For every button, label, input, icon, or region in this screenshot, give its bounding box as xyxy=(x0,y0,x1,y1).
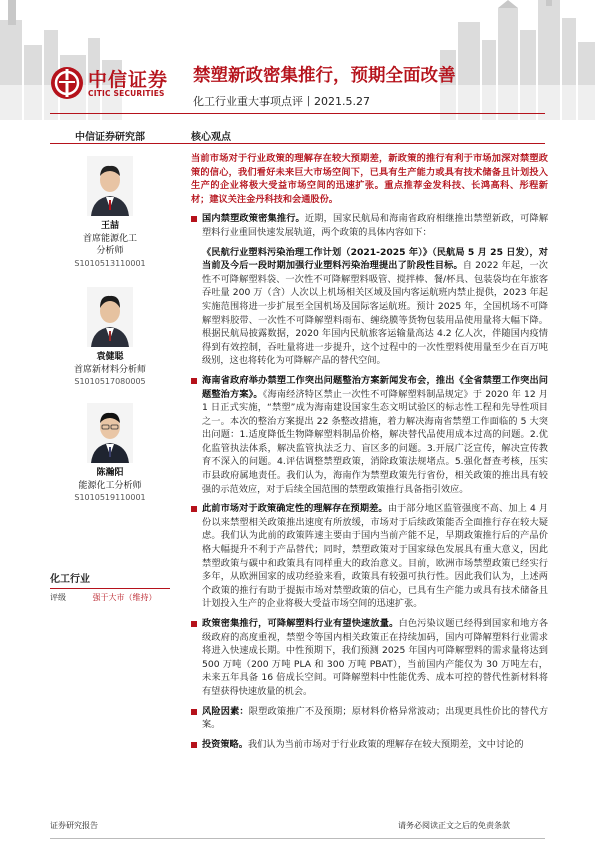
paragraph-text: 白色污染议题已经得到国家和地方各级政府的高度重视，禁塑令等国内相关政策正在持续加码，国内可降解塑料行业需求将进入快速成长期。中性预期下，我们预测 2025 年国内可降解塑料的需求量将达到 500 万吨（200 万吨 PLA 和 300 万吨 PBAT），当前国内产能仅为 30 万吨左右，未来五年具备 16 倍成长空间。可降解塑料中性能优秀、成本可控的替代性新材料将有望获得快速放量的机会。 xyxy=(202,618,549,697)
citic-logo-icon xyxy=(50,66,84,100)
report-body xyxy=(191,152,548,757)
paragraph-lead: 海南省政府举办禁塑工作突出问题整治方案新闻发布会，推出《全省禁塑工作突出问题整治方案》。 xyxy=(202,374,548,400)
analyst-role: 分析师 xyxy=(96,246,124,256)
citic-logo xyxy=(50,63,185,103)
core-view-heading: 核心观点 xyxy=(191,132,231,143)
industry-heading: 化工行业 xyxy=(50,570,170,589)
paragraph-text: 近期，国家民航局和海南省政府相继推出禁塑新政，可降解塑料行业重回快速发展轨道，两个政策的具体内容如下： xyxy=(202,213,549,238)
analyst-name: 陈瀚阳 xyxy=(96,468,124,478)
analyst-photo-avatar xyxy=(87,156,133,216)
analyst-license: S1010517080005 xyxy=(74,377,146,386)
footer-disclaimer: 请务必阅读正文之后的免责条款 xyxy=(398,821,510,830)
rating-label: 评级 xyxy=(50,593,66,602)
paragraph-text: 由于部分地区监管强度不高、加上 4 月份以来禁塑相关政策推出速度有所放缓，市场对于后续政策能否全面推行存在较大疑虑。我们认为此前的政策阵速主要由于国内当前产能不足，早期政策推行后的产品价格大幅提升不利于产品替代；同时，禁塑政策对于国家绿色发展具有重大意义，因此禁塑政策与碳中和政策具有同样重大的政治意义。目前，欧洲市场禁塑政策已经实行多年，从欧洲国家的成功经验来看，政策具有较强可执行性。因此我们认为，上述两个政策的推行有助于提振市场对禁塑政策的信心，已具有生产能力或具有技术储备且计划投入生产的企业将极大受益市场空间的迅速扩张。 xyxy=(202,503,549,610)
analyst-license: S1010513110001 xyxy=(74,258,146,268)
footer-report-type: 证券研究报告 xyxy=(50,821,98,830)
rating-value: 强于大市（维持） xyxy=(92,593,157,602)
analyst-name: 王喆 xyxy=(100,221,119,231)
paragraph-lead: 投资策略。 xyxy=(202,738,248,750)
report-title: 禁塑新政密集推行，预期全面改善 xyxy=(193,66,456,86)
industry-rating xyxy=(50,592,170,603)
analyst-role: 首席能源化工 xyxy=(82,233,137,244)
paragraph-lead: 《民航行业塑料污染治理工作计划（2021-2025 年）》（民航局 5 月 25 日发），对当前及今后一段时期加强行业塑料污染治理提出了阶段性目标。 xyxy=(202,246,548,272)
report-subtitle: 化工行业重大事项点评丨2021.5.27 xyxy=(193,95,370,108)
paragraph-text: 我们认为当前市场对于行业政策的理解存在较大预期差，文中讨论的 xyxy=(247,738,524,750)
bullet-paragraph xyxy=(191,374,548,496)
analyst-license: S1010519110001 xyxy=(74,493,146,502)
paragraph-lead: 政策密集推行，可降解塑料行业有望快速放量。 xyxy=(202,618,399,629)
paragraph-text: 《海南经济特区禁止一次性不可降解塑料制品规定》于 2020 年 12 月 1 日正式实施，“禁塑”成为海南建设国家生态文明试验区的标志性工程和先导性项目之一。本次的整治方案提出 22 条整改措施，着力解决海南省禁塑工作面临的 5 大突出问题：1.适度降低生物降解塑料制品价格，解决替代品使用成本过高的问题。2.优化监管执法体系，解决监管执法乏力、盲区多的问题。3.开展广泛宣传，解决宣传教育不深入的问题。4.评估调整禁塑政策，消除政策法规堵点。5.强化督查考核，压实市县政府属地责任。我们认为，海南作为禁塑政策先行省份，相关政策的推出具有较强的示范效应，对于后续全国范围的禁塑政策推行具备指引效应。 xyxy=(202,388,548,495)
analyst-role: 首席新材料分析师 xyxy=(73,364,146,375)
paragraph-lead: 国内禁塑政策密集推行。 xyxy=(202,213,305,225)
analyst-photo-avatar xyxy=(87,403,133,463)
analyst-card xyxy=(50,287,170,389)
analyst-name: 袁健聪 xyxy=(96,352,124,362)
analyst-card xyxy=(50,403,170,505)
paragraph-text: 限塑政策推广不及预期；原材料价格异常波动；出现更具性价比的替代方案。 xyxy=(202,705,549,731)
bullet-paragraph xyxy=(191,705,548,732)
brand-name-en: CITIC SECURITIES xyxy=(88,89,165,98)
bullet-paragraph xyxy=(191,617,548,699)
sub-paragraph xyxy=(191,246,548,368)
section-divider xyxy=(50,143,545,144)
research-institute-label: 中信证券研究部 xyxy=(75,132,145,143)
brand-name-cn: 中信证券 xyxy=(88,69,169,91)
header-divider xyxy=(50,113,545,114)
analyst-role: 能源化工分析师 xyxy=(78,480,142,491)
footer-divider xyxy=(50,838,545,839)
paragraph-lead: 此前市场对于政策确定性的理解存在预期差。 xyxy=(202,503,388,515)
bullet-paragraph xyxy=(191,212,548,239)
analyst-card xyxy=(50,156,170,270)
core-summary: 当前市场对于行业政策的理解存在较大预期差，新政策的推行有利于市场加深对禁塑政策的信心，我们看好未来巨大市场空间下，已具有生产能力或具有技术储备且计划投入生产的企业将极大受益市场空间的迅速扩张。重点推荐金发科技、长鸿高科、彤程新材；建议关注金丹科技和会通股份。 xyxy=(191,153,548,205)
paragraph-text: 自 2022 年起，一次性不可降解塑料袋、一次性不可降解塑料吸管、搅拌棒、餐/杯具、包装袋均在年旅客吞吐量 200 万（含）人次以上机场相关区域及国内客运航班内禁止提供，2023 年起实施范围将进一步扩展至全国机场及国际客运航班。预计 2025 年，全国机场不可降解塑料胶带、一次性不可降解塑料雨布、缠绕膜等货物包装用品使用量将大幅下降。根据民航局披露数据，2020 年国内民航旅客运输量高达 4.2 亿人次，伴随国内疫情得到有效控制，吞吐量将进一步提升，这个过程中的一次性塑料使用量至少在百万吨级别，这也将转化为可降解产品的替代空间。 xyxy=(202,260,548,367)
paragraph-lead: 风险因素： xyxy=(202,705,249,717)
analyst-photo-avatar xyxy=(87,287,133,347)
bullet-paragraph xyxy=(191,738,548,752)
bullet-paragraph xyxy=(191,502,548,611)
industry-rating-box xyxy=(50,570,170,603)
